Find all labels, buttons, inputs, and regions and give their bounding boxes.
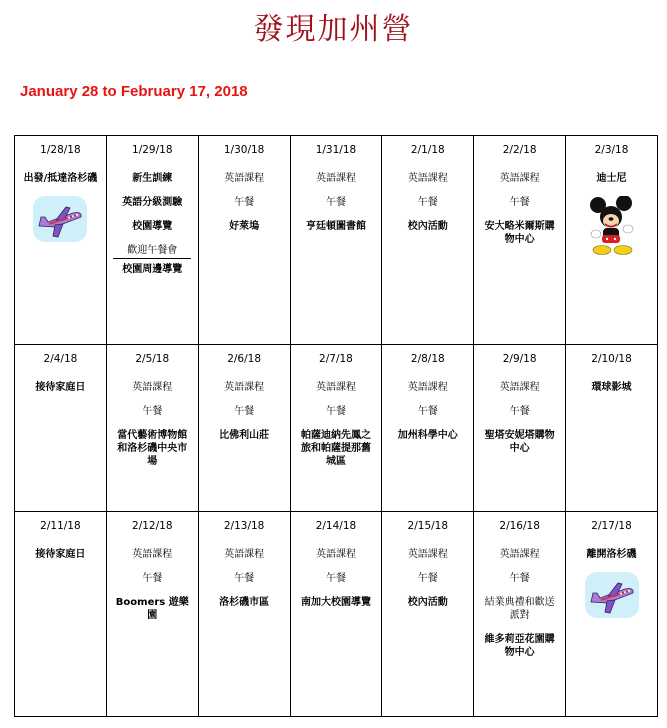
event-item: 英語課程 — [224, 173, 265, 184]
event-item: 校園周邊導覽 — [122, 264, 183, 275]
event-item: 午餐 — [509, 573, 530, 584]
day-date: 2/10/18 — [591, 353, 632, 365]
calendar-day-cell — [566, 512, 658, 717]
day-date: 2/14/18 — [315, 520, 357, 532]
event-item: 英語分級測驗 — [122, 197, 183, 208]
calendar-week-row — [15, 136, 658, 345]
event-item: 聖塔安妮塔購物中心 — [484, 430, 555, 454]
calendar-day-cell — [290, 136, 382, 345]
event-item: 午餐 — [234, 197, 255, 208]
event-item: 校內活動 — [407, 221, 448, 232]
event-item: 南加大校園導覽 — [300, 597, 371, 608]
day-date: 1/28/18 — [40, 144, 81, 156]
event-item: 好萊塢 — [229, 221, 260, 232]
day-date: 2/13/18 — [223, 520, 265, 532]
event-item: 加州科學中心 — [397, 430, 458, 441]
event-item: 午餐 — [142, 406, 163, 417]
day-date: 1/30/18 — [223, 144, 265, 156]
day-date: 2/16/18 — [499, 520, 540, 532]
event-item: 午餐 — [325, 573, 346, 584]
calendar-day-cell — [106, 136, 198, 345]
calendar-day-cell — [474, 512, 566, 717]
event-item: 午餐 — [325, 406, 346, 417]
event-item: 校內活動 — [407, 597, 448, 608]
event-item: 英語課程 — [407, 549, 448, 560]
day-date: 1/29/18 — [132, 144, 173, 156]
calendar-day-cell — [15, 136, 107, 345]
event-item: 帕薩迪納先鳳之旅和帕薩提那舊城區 — [300, 430, 371, 467]
calendar-day-cell — [198, 136, 290, 345]
calendar-day-cell — [382, 512, 474, 717]
calendar-day-cell — [15, 512, 107, 717]
date-range: January 28 to February 17, 2018 — [20, 83, 248, 100]
event-item: 接待家庭日 — [35, 549, 86, 560]
calendar-day-cell — [566, 345, 658, 512]
day-date: 2/8/18 — [410, 353, 445, 365]
calendar-day-cell — [106, 512, 198, 717]
event-item: 維多莉亞花園購物中心 — [484, 634, 555, 658]
event-item: 結業典禮和歡送派對 — [484, 597, 555, 621]
day-date: 2/9/18 — [502, 353, 537, 365]
event-item: 英語課程 — [132, 549, 173, 560]
day-date: 2/5/18 — [135, 353, 170, 365]
day-date: 2/7/18 — [319, 353, 353, 365]
event-item: 英語課程 — [407, 173, 448, 184]
event-item: 環球影城 — [591, 382, 632, 393]
event-item: 英語課程 — [407, 382, 448, 393]
day-date: 2/4/18 — [43, 353, 78, 365]
event-item: 歡迎午餐會 — [127, 245, 178, 256]
event-item: 午餐 — [509, 197, 530, 208]
calendar-day-cell — [566, 136, 658, 345]
page-title: 發現加州營 — [253, 12, 414, 47]
event-item: 午餐 — [417, 406, 438, 417]
event-item: 迪士尼 — [596, 173, 627, 184]
calendar-day-cell — [382, 345, 474, 512]
event-item: 英語課程 — [499, 549, 540, 560]
event-item: Boomers 遊樂園 — [115, 597, 189, 621]
event-item: 英語課程 — [132, 382, 173, 393]
calendar-day-cell — [290, 512, 382, 717]
event-item: 安大略米爾斯購物中心 — [484, 221, 555, 245]
event-item: 午餐 — [325, 197, 346, 208]
event-item: 英語課程 — [499, 382, 540, 393]
day-date: 2/11/18 — [40, 520, 81, 532]
event-item: 離開洛杉磯 — [586, 549, 637, 560]
day-date: 2/12/18 — [132, 520, 173, 532]
event-item: 英語課程 — [224, 382, 265, 393]
event-item: 出發/抵達洛杉磯 — [23, 173, 98, 184]
event-item: 新生訓練 — [132, 173, 173, 184]
mickey-mouse-icon — [566, 196, 657, 256]
day-date: 2/1/18 — [410, 144, 445, 156]
event-item: 英語課程 — [224, 549, 265, 560]
day-date: 2/17/18 — [591, 520, 632, 532]
event-item: 午餐 — [417, 573, 438, 584]
airplane-icon — [15, 196, 106, 242]
day-date: 2/15/18 — [407, 520, 449, 532]
event-item: 午餐 — [509, 406, 530, 417]
calendar-week-row — [15, 512, 658, 717]
calendar-day-cell — [198, 512, 290, 717]
day-date: 2/3/18 — [594, 144, 629, 156]
event-item: 英語課程 — [315, 382, 356, 393]
day-date: 2/6/18 — [227, 353, 261, 365]
event-item: 比佛利山莊 — [219, 430, 270, 441]
event-item: 洛杉磯市區 — [219, 597, 270, 608]
day-date: 1/31/18 — [315, 144, 357, 156]
event-item: 英語課程 — [315, 549, 356, 560]
event-item: 當代藝術博物館和洛杉磯中央市場 — [117, 430, 188, 467]
calendar-day-cell — [15, 345, 107, 512]
calendar-day-cell — [198, 345, 290, 512]
calendar-week-row — [15, 345, 658, 512]
event-item: 亨廷頓圖書館 — [305, 221, 366, 232]
day-date: 2/2/18 — [502, 144, 537, 156]
calendar-day-cell — [474, 345, 566, 512]
event-item: 英語課程 — [315, 173, 356, 184]
event-item: 午餐 — [142, 573, 163, 584]
calendar-day-cell — [290, 345, 382, 512]
event-item: 接待家庭日 — [35, 382, 86, 393]
event-item: 午餐 — [417, 197, 438, 208]
calendar-day-cell — [382, 136, 474, 345]
event-item: 英語課程 — [499, 173, 540, 184]
event-divider — [113, 258, 191, 259]
event-item: 校園導覽 — [132, 221, 173, 232]
schedule-calendar — [14, 135, 658, 717]
event-item: 午餐 — [234, 406, 255, 417]
event-item: 午餐 — [234, 573, 255, 584]
calendar-day-cell — [106, 345, 198, 512]
airplane-icon — [566, 572, 657, 618]
calendar-day-cell — [474, 136, 566, 345]
